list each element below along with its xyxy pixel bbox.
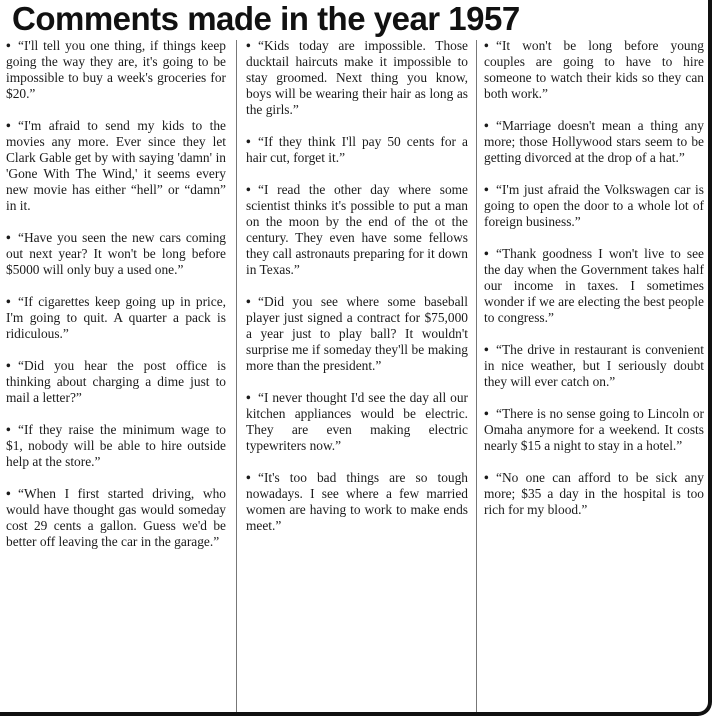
quote-text: “There is no sense going to Lincoln or Omaha anymore for a weekend. It costs nearly $15 a night to stay in a hotel.” [484,406,704,453]
quote-item [484,38,704,102]
quote-item [246,294,468,374]
page-title: Comments made in the year 1957 [12,0,520,37]
bullet-icon: • [246,470,251,485]
quote-text: “It's too bad things are so tough nowadays. I see where a few married women are having to work to make ends meet.” [246,470,468,533]
quote-item [246,38,468,118]
quote-item [246,390,468,454]
bullet-icon: • [246,182,251,197]
quote-item [484,406,704,454]
bullet-icon: • [246,134,251,149]
quote-item [6,486,226,550]
column-divider [476,40,477,712]
quote-text: “Marriage doesn't mean a thing any more; those Hollywood stars seem to be getting divorced at the drop of a hat.” [484,118,704,165]
bullet-icon: • [246,294,251,309]
column-2 [246,38,468,712]
quote-item [246,134,468,166]
quote-item [6,38,226,102]
bullet-icon: • [6,38,11,53]
bullet-icon: • [484,406,489,421]
quote-item [6,230,226,278]
bullet-icon: • [484,118,489,133]
quote-item [6,358,226,406]
quote-text: “The drive in restaurant is convenient in nice weather, but I seriously doubt they will ever catch on.” [484,342,704,389]
quote-item [6,422,226,470]
quote-text: “I never thought I'd see the day all our kitchen appliances would be electric. They are even making electric typewriters now.” [246,390,468,453]
column-divider [236,40,237,712]
bullet-icon: • [484,246,489,261]
quote-text: “If they raise the minimum wage to $1, nobody will be able to hire outside help at the store.” [6,422,226,469]
bullet-icon: • [484,470,489,485]
quote-item [484,246,704,326]
quote-text: “If cigarettes keep going up in price, I'm going to quit. A quarter a pack is ridiculous.” [6,294,226,341]
quote-text: “Have you seen the new cars coming out next year? It won't be long before $5000 will only buy a used one.” [6,230,226,277]
quote-item [246,470,468,534]
bullet-icon: • [6,486,11,501]
quote-text: “I'm afraid to send my kids to the movies any more. Ever since they let Clark Gable get by with saying 'damn' in 'Gone With The Wind,' it seems every new movie has either “hell” or “damn” in it. [6,118,226,213]
bullet-icon: • [484,182,489,197]
quote-text: “Did you hear the post office is thinking about charging a dime just to mail a letter?” [6,358,226,405]
quote-item [246,182,468,278]
bullet-icon: • [6,422,11,437]
bullet-icon: • [246,390,251,405]
quote-text: “Did you see where some baseball player just signed a contract for $75,000 a year just to play ball? It wouldn't surprise me if someday they'll be making more than the president.” [246,294,468,373]
quote-text: “When I first started driving, who would have thought gas would someday cost 29 cents a gallon. Guess we'd be better off leaving the car in the garage.” [6,486,226,549]
quote-item [6,294,226,342]
bullet-icon: • [6,230,11,245]
quote-text: “I'm just afraid the Volkswagen car is going to open the door to a whole lot of foreign business.” [484,182,704,229]
quote-item [484,342,704,390]
quote-text: “Thank goodness I won't live to see the day when the Government takes half our income in taxes. I sometimes wonder if we are electing the best people to congress.” [484,246,704,325]
quote-text: “I'll tell you one thing, if things keep going the way they are, it's going to be impossible to buy a week's groceries for $20.” [6,38,226,101]
bullet-icon: • [6,358,11,373]
bullet-icon: • [6,294,11,309]
quote-text: “It won't be long before young couples are going to have to hire someone to watch their kids so they can both work.” [484,38,704,101]
bullet-icon: • [484,342,489,357]
quote-item [484,118,704,166]
column-1 [6,38,226,712]
quote-text: “No one can afford to be sick any more; $35 a day in the hospital is too rich for my blood.” [484,470,704,517]
bullet-icon: • [246,38,251,53]
column-3 [484,38,704,712]
quote-text: “If they think I'll pay 50 cents for a hair cut, forget it.” [246,134,468,165]
bullet-icon: • [6,118,11,133]
quote-text: “I read the other day where some scientist thinks it's possible to put a man on the moon by the end of the ot the century. They even have some fellows they call astronauts preparing for it down in Texas.” [246,182,468,277]
quote-item [484,182,704,230]
quote-text: “Kids today are impossible. Those ducktail haircuts make it impossible to stay groomed. Next thing you know, boys will be wearing their hair as long as the girls.” [246,38,468,117]
quote-item [484,470,704,518]
quote-item [6,118,226,214]
bullet-icon: • [484,38,489,53]
